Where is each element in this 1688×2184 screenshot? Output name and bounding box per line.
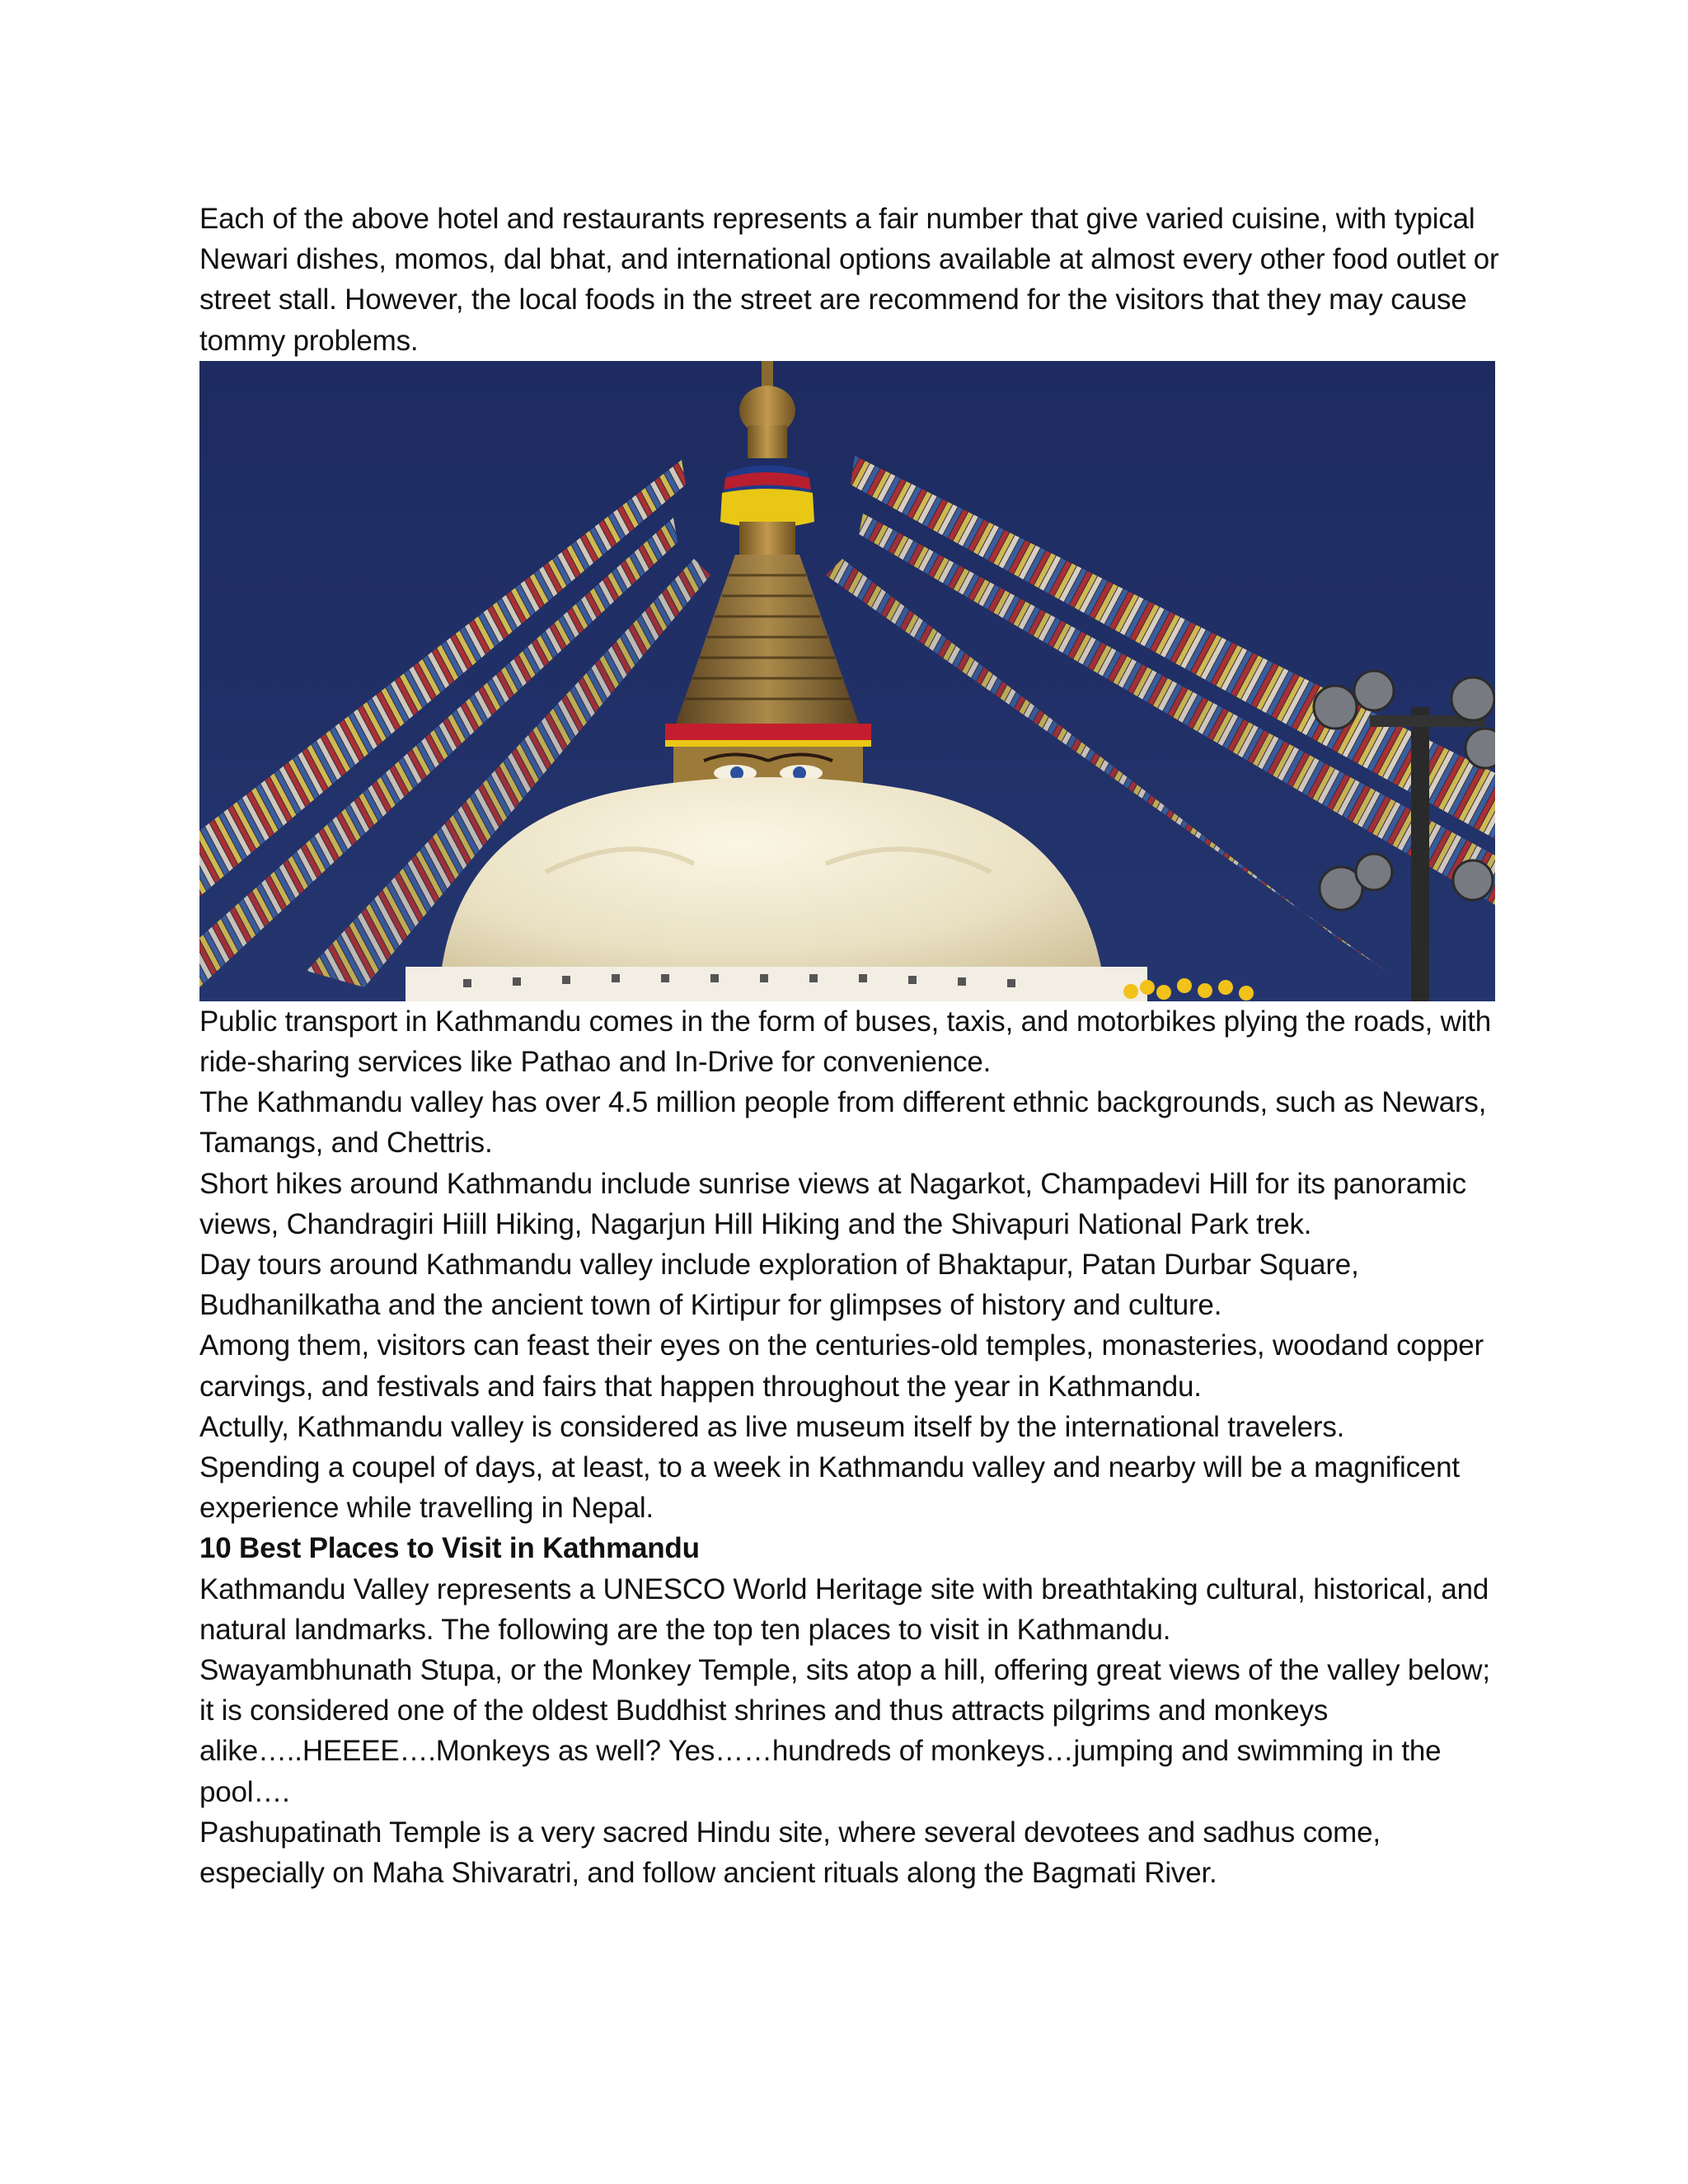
paragraph-pashupatinath: Pashupatinath Temple is a very sacred Hindu site, where several devotees and sadhus come, especially on Maha Shivaratri, and follow ancient rituals along the Bagmati River. [199,1816,1381,1890]
paragraph-day-tours: Day tours around Kathmandu valley include exploration of Bhaktapur, Patan Durbar Square, Budhanilkatha and the ancient town of Kirtipur for glimpses of history and culture. [199,1249,1359,1322]
stupa-photo [199,361,1495,1001]
paragraph-stay-duration: Spending a coupel of days, at least, to a week in Kathmandu valley and nearby will be a magnificent experience while travelling in Nepal. [199,1451,1460,1525]
paragraph-population: The Kathmandu valley has over 4.5 million people from different ethnic backgrounds, such as Newars, Tamangs, and Chettris. [199,1086,1487,1160]
paragraph-transport: Public transport in Kathmandu comes in the form of buses, taxis, and motorbikes plying the roads, with ride-sharing services like Pathao and In-Drive for convenience. [199,1005,1492,1079]
paragraph-live-museum: Actully, Kathmandu valley is considered as live museum itself by the international travelers. [199,1410,1345,1443]
section-heading: 10 Best Places to Visit in Kathmandu [199,1532,700,1565]
paragraph-unesco: Kathmandu Valley represents a UNESCO World Heritage site with breathtaking cultural, historical, and natural landmarks. The following are the top ten places to visit in Kathmandu. [199,1572,1489,1646]
paragraph-swayambhunath: Swayambhunath Stupa, or the Monkey Temple, sits atop a hill, offering great views of the valley below; it is considered one of the oldest Buddhist shrines and thus attracts pilgrims and monkeys alike…..HEEEE….Monkeys as well? Yes……hundreds of monkeys…jumping and swimming in the pool…. [199,1654,1490,1808]
document-body [199,199,1502,1893]
intro-paragraph: Each of the above hotel and restaurants represents a fair number that give varied cuisine, with typical Newari dishes, momos, dal bhat, and international options available at almost every other food outlet or street stall. However, the local foods in the street are recommend for the visitors that they may cause tommy problems. [199,203,1499,357]
paragraph-heritage: Among them, visitors can feast their eyes on the centuries-old temples, monasteries, woodand copper carvings, and festivals and fairs that happen throughout the year in Kathmandu. [199,1329,1484,1403]
paragraph-hikes: Short hikes around Kathmandu include sunrise views at Nagarkot, Champadevi Hill for its panoramic views, Chandragiri Hiill Hiking, Nagarjun Hill Hiking and the Shivapuri National Park trek. [199,1167,1466,1240]
